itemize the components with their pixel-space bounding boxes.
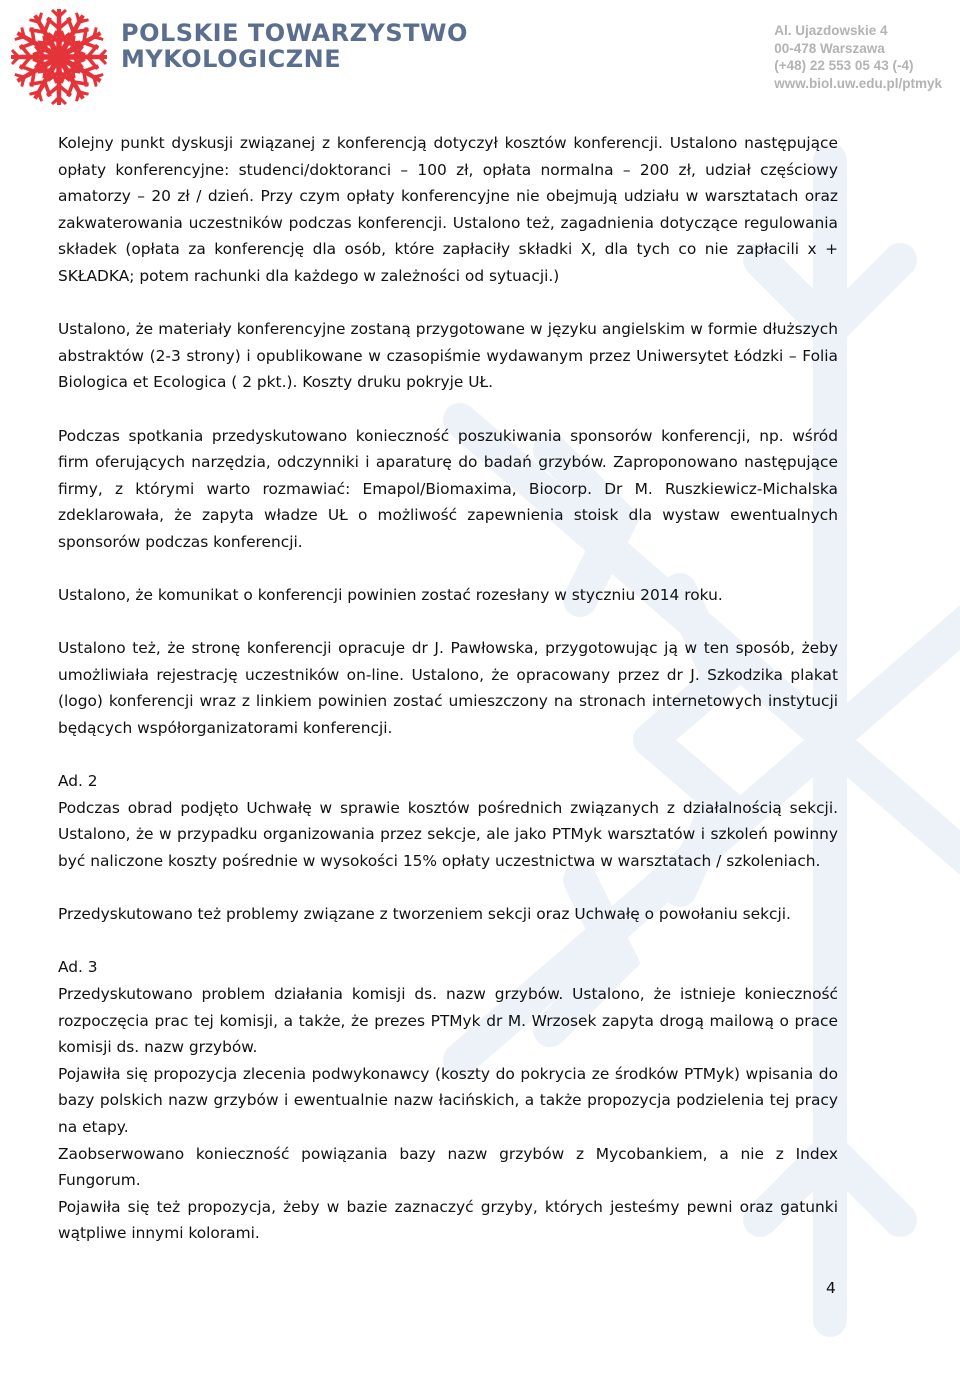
red-snowflake-logo-icon — [6, 4, 112, 110]
document-body — [58, 130, 838, 1247]
section-heading-ad3: Ad. 3 — [58, 958, 98, 977]
organization-address — [774, 22, 942, 92]
address-street: Al. Ujazdowskie 4 — [774, 23, 888, 38]
paragraph-conference-materials: Ustalono, że materiały konferencyjne zostaną przygotowane w języku angielskim w formie dłuższych abstraktów (2-3 strony) i opublikowane w czasopiśmie wydawanym przez Uniwersytet Łódzki – Folia Biologica et Ecologica ( 2 pkt.). Koszty druku pokryje UŁ. — [58, 320, 838, 392]
letterhead — [0, 0, 960, 115]
page-number: 4 — [826, 1279, 836, 1297]
section-heading-ad2: Ad. 2 — [58, 772, 98, 791]
paragraph-indirect-costs: Podczas obrad podjęto Uchwałę w sprawie kosztów pośrednich związanych z działalnością sekcji. Ustalono, że w przypadku organizowania przez sekcje, ale jako PTMyk warsztatów i szkoleń powinny być naliczone koszty pośrednie w wysokości 15% opłaty uczestnictwa w warsztatach / szkoleniach. — [58, 798, 838, 871]
paragraph-color-marking: Pojawiła się też propozycja, żeby w bazie zaznaczyć grzyby, których jesteśmy pewni oraz gatunki wątpliwe innymi kolorami. — [58, 1197, 838, 1243]
paragraph-conference-website: Ustalono też, że stronę konferencji opracuje dr J. Pawłowska, przygotowując ją w ten sposób, żeby umożliwiała rejestrację uczestników on-line. Ustalono, że opracowany przez dr J. Szkodzika plakat (logo) konferencji wraz z linkiem powinien zostać umieszczony na stronach internetowych instytucji będących współorganizatorami konferencji. — [58, 639, 838, 738]
address-phone: (+48) 22 553 05 43 (-4) — [774, 58, 914, 73]
organization-name — [121, 20, 468, 72]
paragraph-announcement: Ustalono, że komunikat o konferencji powinien zostać rozesłany w styczniu 2014 roku. — [58, 586, 723, 605]
organization-name-line1: POLSKIE TOWARZYSTWO — [121, 19, 468, 47]
paragraph-mycobank: Zaobserwowano konieczność powiązania bazy nazw grzybów z Mycobankiem, a nie z Index Fungorum. — [58, 1144, 838, 1190]
organization-name-line2: MYKOLOGICZNE — [121, 45, 342, 73]
paragraph-subcontractor: Pojawiła się propozycja zlecenia podwykonawcy (koszty do pokrycia ze środków PTMyk) wpisania do bazy polskich nazw grzybów i ewentualnie nazw łacińskich, a także propozycja podzielenia tej pracy na etapy. — [58, 1064, 838, 1136]
paragraph-conference-fees: Kolejny punkt dyskusji związanej z konferencją dotyczył kosztów konferencji. Ustalono następujące opłaty konferencyjne: studenci/doktoranci – 100 zł, opłata normalna – 200 zł, udział częściowy amatorzy – 20 zł / dzień. Przy czym opłaty konferencyjne nie obejmują udziału w warsztatach oraz zakwaterowania uczestników podczas konferencji. Ustalono też, zagadnienia dotyczące regulowania składek (opłata za konferencję dla osób, które zapłaciły składki X, dla tych co nie zapłacili x + SKŁADKA; potem rachunki dla każdego w zależności od sytuacji.) — [58, 134, 838, 285]
address-website: www.biol.uw.edu.pl/ptmyk — [774, 75, 942, 91]
paragraph-sponsors: Podczas spotkania przedyskutowano konieczność poszukiwania sponsorów konferencji, np. wśród firm oferujących narzędzia, odczynniki i aparaturę do badań grzybów. Zaproponowano następujące firmy, z którymi warto rozmawiać: Emapol/Biomaxima, Biocorp. Dr M. Ruszkiewicz-Michalska zdeklarowała, że zapyta władze UŁ o możliwość zapewnienia stoisk dla wystaw ewentualnych sponsorów podczas konferencji. — [58, 426, 838, 551]
paragraph-names-commission: Przedyskutowano problem działania komisji ds. nazw grzybów. Ustalono, że istnieje konieczność rozpoczęcia prac tej komisji, a także, że prezes PTMyk dr M. Wrzosek zapyta drogą mailową o prace komisji ds. nazw grzybów. — [58, 985, 838, 1057]
paragraph-sections: Przedyskutowano też problemy związane z tworzeniem sekcji oraz Uchwałę o powołaniu sekcji. — [58, 905, 791, 924]
address-city: 00-478 Warszawa — [774, 40, 885, 56]
